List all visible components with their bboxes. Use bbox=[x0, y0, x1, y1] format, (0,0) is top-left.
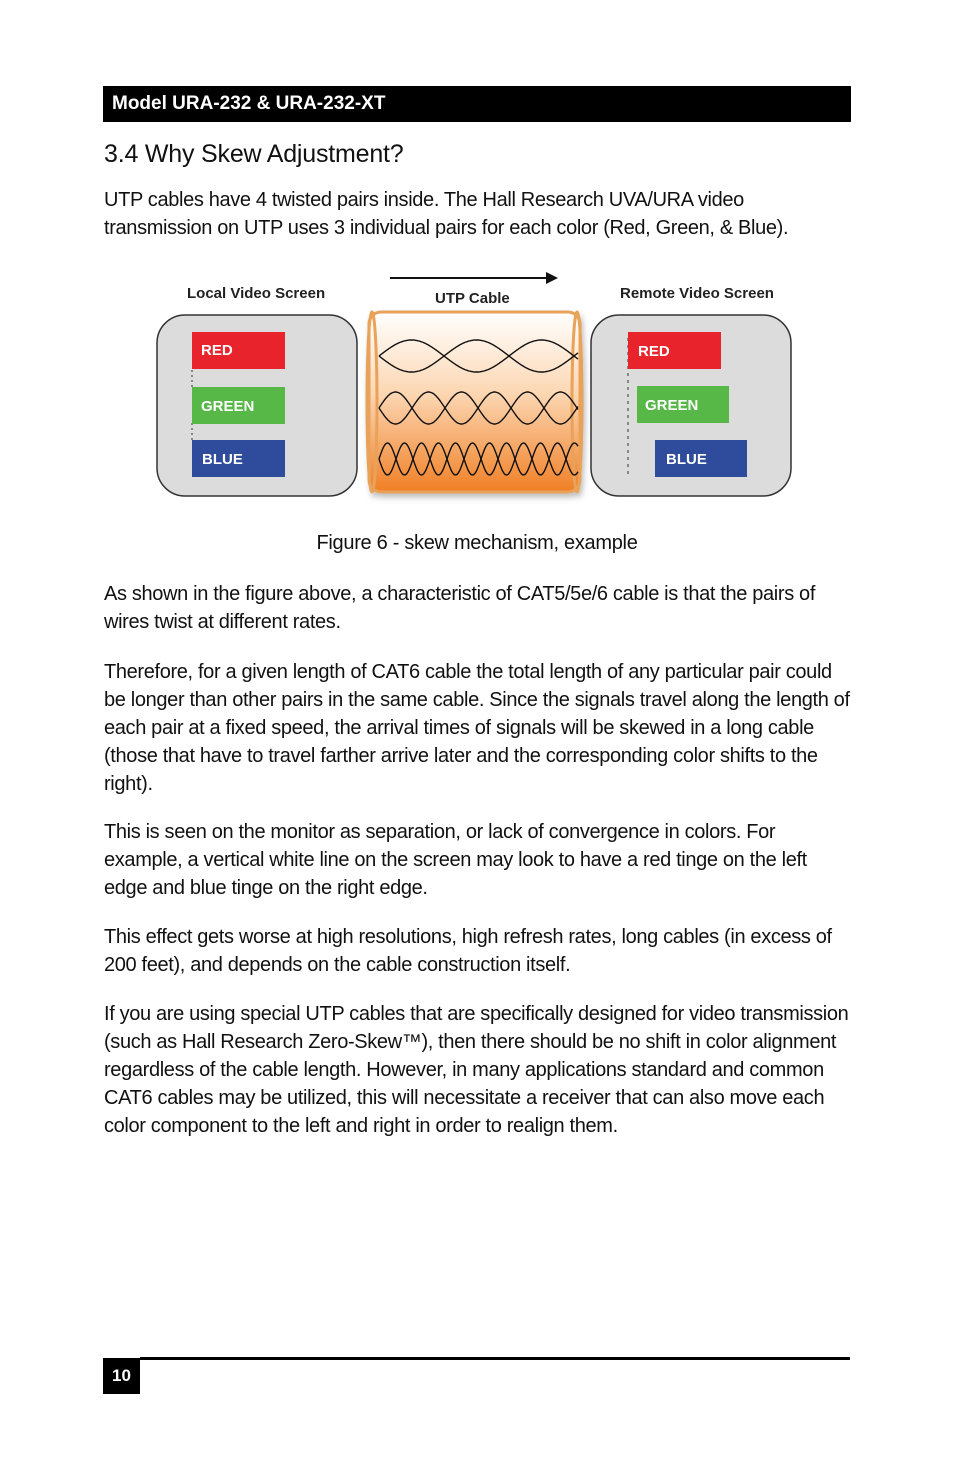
skew-diagram bbox=[150, 268, 800, 508]
paragraph-worse-conditions: This effect gets worse at high resolutions, high refresh rates, long cables (in excess of 200 feet), and depends on the cable construction itself. bbox=[104, 926, 832, 976]
remote-green-label: GREEN bbox=[645, 397, 699, 414]
local-blue-label: BLUE bbox=[202, 451, 243, 468]
running-header: Model URA-232 & URA-232-XT bbox=[103, 86, 851, 122]
paragraph-skew-cause: Therefore, for a given length of CAT6 cable the total length of any particular pair could be longer than other pairs in the same cable. Since the signals travel along the length of each pair at a fixed speed, the arrival times of signals will be skewed in a long cable (those that have to travel farther arrive later and the corresponding color shifts to the right). bbox=[104, 661, 850, 795]
local-green-label: GREEN bbox=[201, 398, 255, 415]
direction-arrow-icon bbox=[390, 272, 558, 284]
cable-label: UTP Cable bbox=[435, 290, 510, 307]
remote-screen-label: Remote Video Screen bbox=[620, 285, 774, 302]
footer-rule bbox=[140, 1357, 850, 1360]
local-screen-label: Local Video Screen bbox=[187, 285, 326, 302]
page-number: 10 bbox=[103, 1358, 140, 1394]
remote-red-label: RED bbox=[638, 343, 670, 360]
section-title: 3.4 Why Skew Adjustment? bbox=[104, 140, 404, 168]
local-red-label: RED bbox=[201, 342, 233, 359]
figure-caption: Figure 6 - skew mechanism, example bbox=[316, 532, 638, 554]
paragraph-intro: UTP cables have 4 twisted pairs inside. The Hall Research UVA/URA video transmission on UTP uses 3 individual pairs for each color (Red, Green, & Blue). bbox=[104, 189, 789, 239]
paragraph-twist-rates: As shown in the figure above, a characteristic of CAT5/5e/6 cable is that the pairs of wires twist at different rates. bbox=[104, 583, 816, 633]
paragraph-color-separation: This is seen on the monitor as separation, or lack of convergence in colors. For example, a vertical white line on the screen may look to have a red tinge on the left edge and blue tinge on the right edge. bbox=[104, 821, 807, 899]
paragraph-zero-skew: If you are using special UTP cables that are specifically designed for video transmission (such as Hall Research Zero-Skew™), then there should be no shift in color alignment regardless of the cable length. However, in many applications standard and common CAT6 cables may be utilized, this will necessitate a receiver that can also move each color component to the left and right in order to realign them. bbox=[104, 1003, 849, 1137]
skew-figure bbox=[150, 268, 800, 508]
remote-blue-label: BLUE bbox=[666, 451, 707, 468]
